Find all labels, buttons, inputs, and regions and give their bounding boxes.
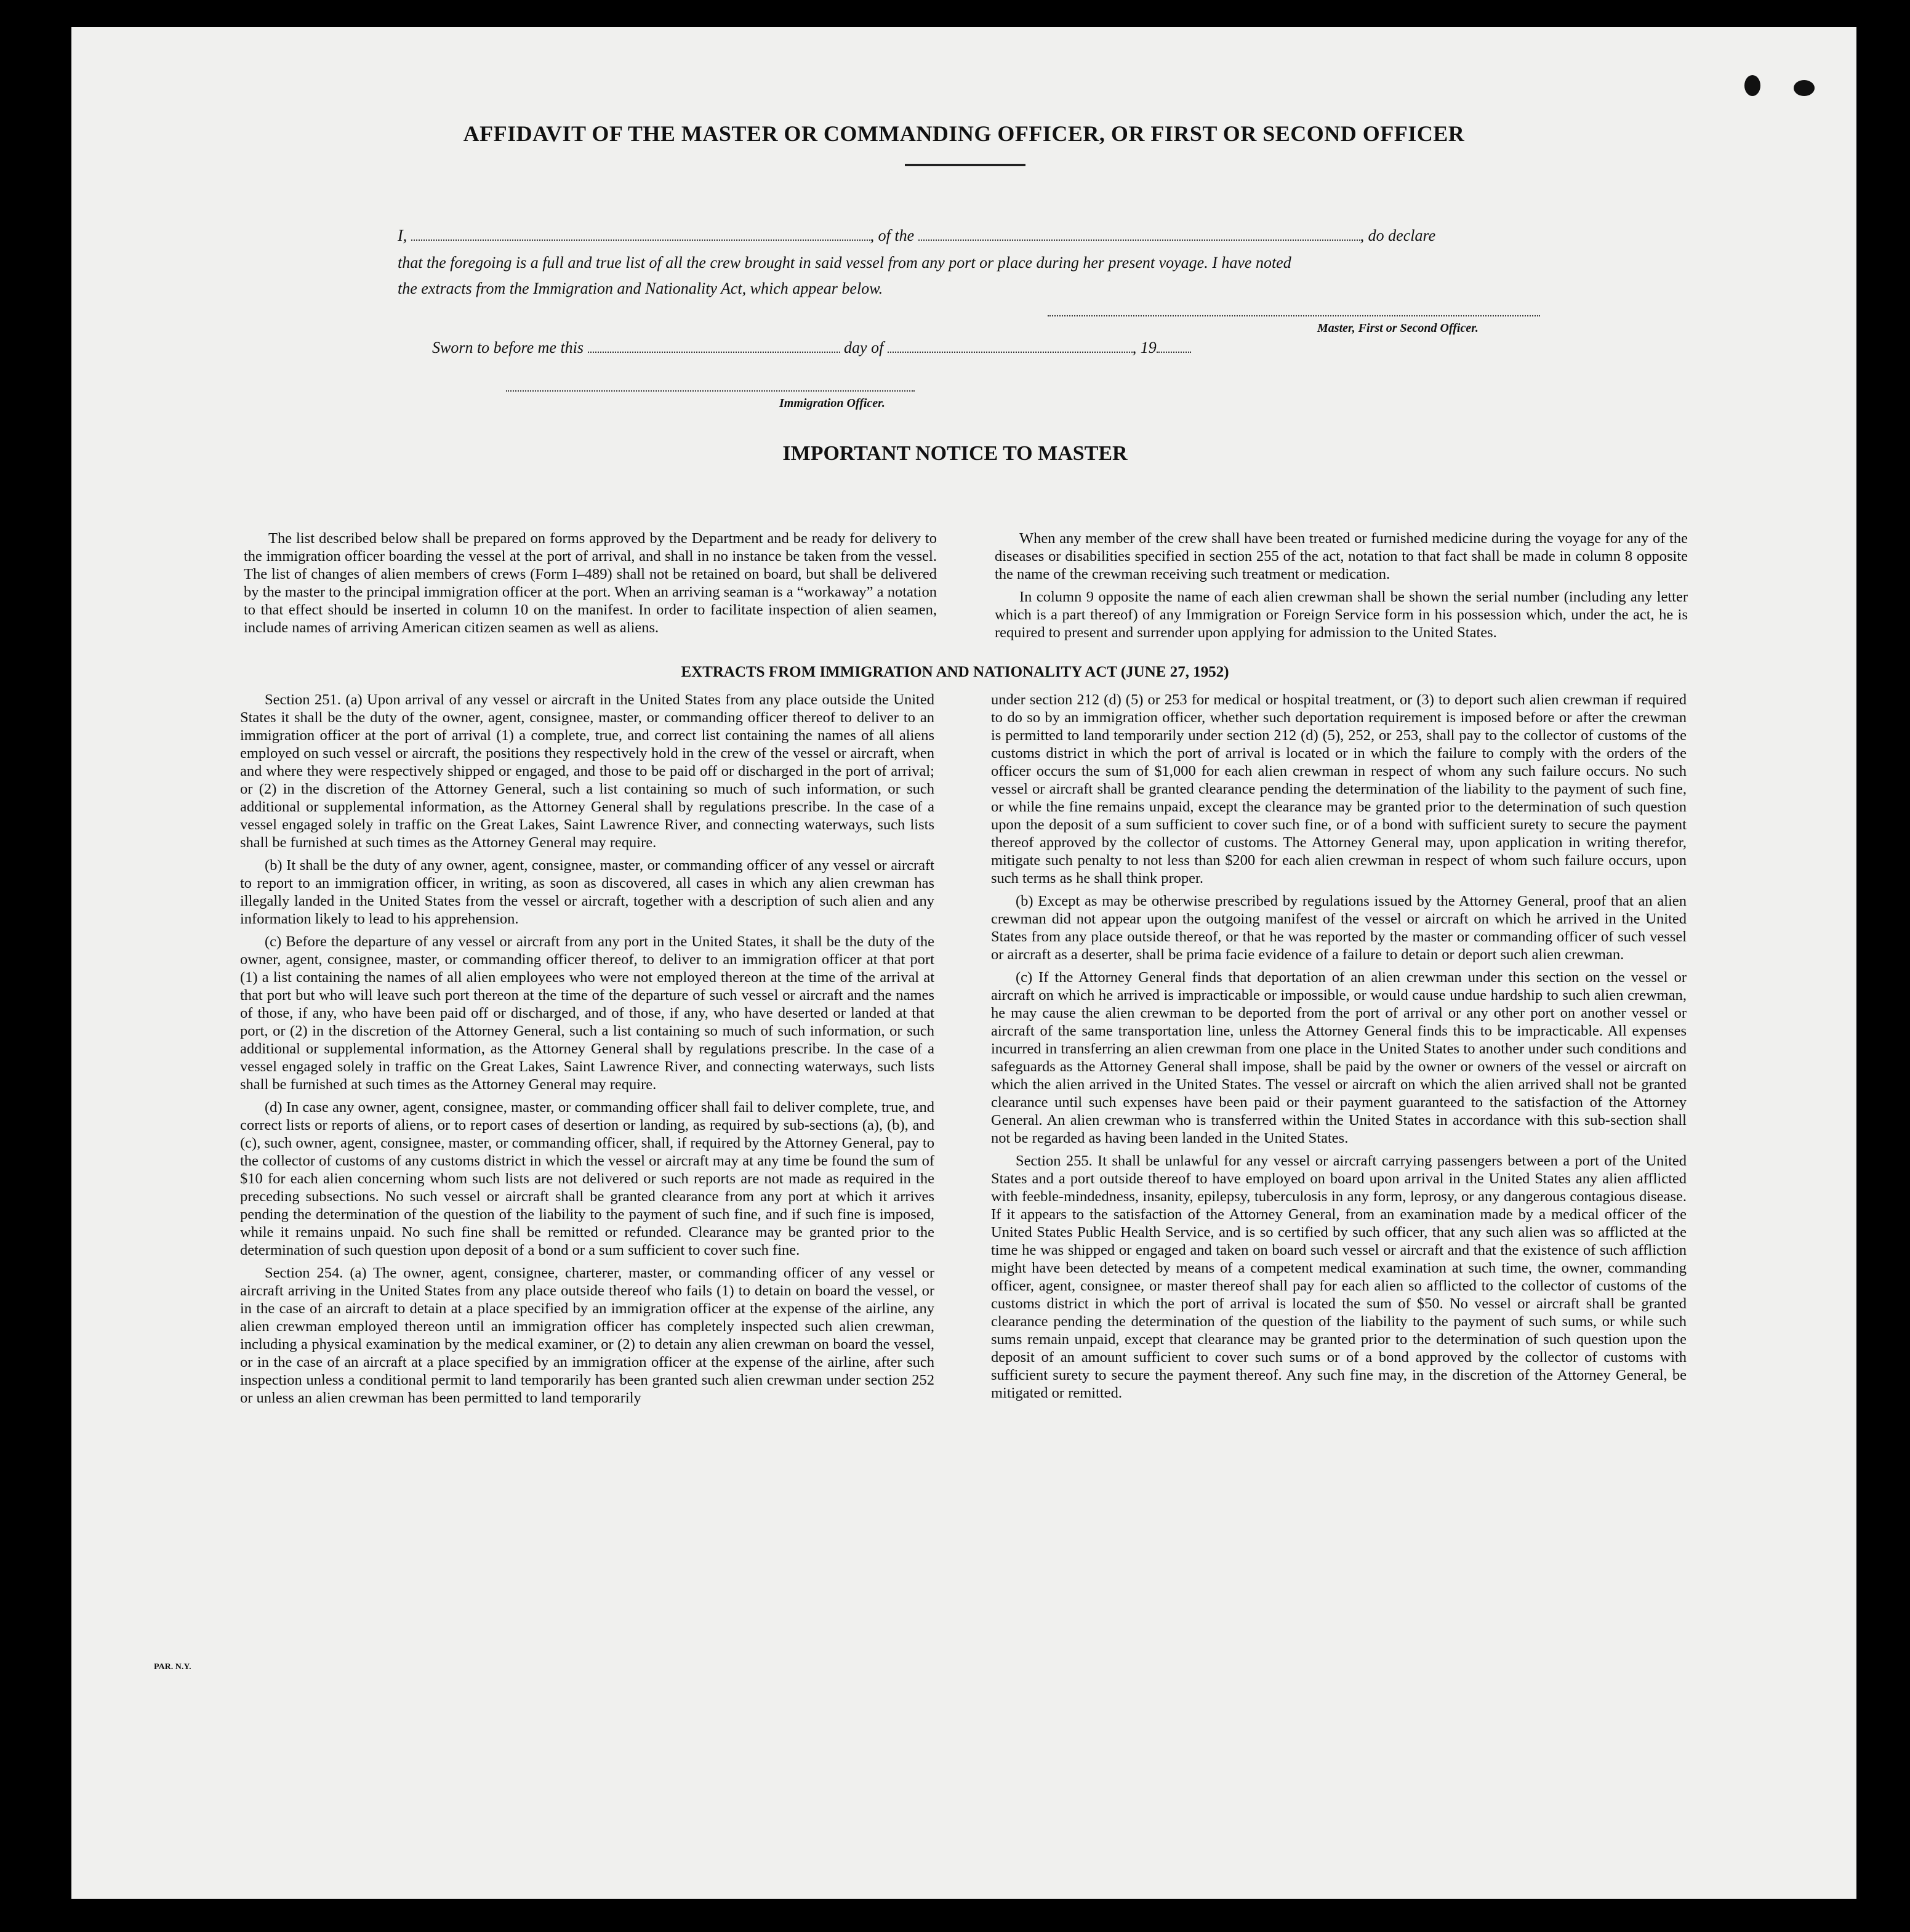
statute-paragraph: (d) In case any owner, agent, consignee, master, or commanding officer shall fail to deliver complete, true, and correct lists or reports of aliens, or to report cases of desertion or landing, as required by sub-sections (a), (b), and (c), such owner, agent, consignee, master, or commanding officer, shall, if required by the Attorney General, pay to the collector of customs of any customs district in which the vessel or aircraft may at any time be found the sum of $10 for each alien concerning whom such lists are not delivered or such reports are not made as required in the preceding subsections. No such vessel or aircraft shall be granted clearance from any port at which it arrives pending the determination of the question of the liability to the payment of such fine, and if such fine is imposed, while it remains unpaid. No such fine shall be remitted or refunded. Clearance may be granted prior to the determination of such question upon deposit of a bond or a sum sufficient to cover such fine. <box>240 1099 934 1258</box>
sworn-day-field[interactable] <box>588 339 840 353</box>
master-signature-field[interactable] <box>1048 315 1540 316</box>
notice-right-column <box>995 529 1688 646</box>
officer-signature-field[interactable] <box>506 390 915 392</box>
vessel-field[interactable] <box>918 227 1360 241</box>
notice-paragraph: In column 9 opposite the name of each alien crewman shall be shown the serial number (including any letter which is a part thereof) of any Immigration or Foreign Service form in his possession which, under the act, he is required to present and surrender upon applying for admission to the United States. <box>995 589 1688 641</box>
notice-paragraph: When any member of the crew shall have been treated or furnished medicine during the voyage for any of the diseases or disabilities specified in section 255 of the act, notation to that fact shall be made in column 8 opposite the name of the crewman receiving such treatment or medication. <box>995 530 1688 582</box>
printer-mark: PAR. N.Y. <box>154 1662 191 1672</box>
declaration-text: the extracts from the Immigration and Nationality Act, which appear below. <box>398 280 883 297</box>
extracts-heading: EXTRACTS FROM IMMIGRATION AND NATIONALITY ACT (JUNE 27, 1952) <box>681 664 1229 680</box>
notice-left-column <box>244 529 937 642</box>
statute-paragraph: (c) Before the departure of any vessel or aircraft from any port in the United States, it shall be the duty of the owner, agent, consignee, master, or commanding officer thereof, to deliver to an immigration officer at that port (1) a list containing the names of all alien employees who were not employed thereon at the time of the arrival at that port but who will leave such port thereon at the time of the departure of such vessel or aircraft and the names of those, if any, who have been paid off or discharged, and of those, if any, who have deserted or landed at that port, or (2) in the discretion of the Attorney General, such a list containing so much of such information, or such additional or supplemental information, as the Attorney General shall by regulations prescribe. In the case of a vessel engaged solely in traffic on the Great Lakes, Saint Lawrence River, and connecting waterways, such lists shall be furnished at such times as the Attorney General may require. <box>240 933 934 1093</box>
extracts-left-column <box>240 691 934 1412</box>
name-field[interactable] <box>411 227 870 241</box>
statute-paragraph: Section 255. It shall be unlawful for any vessel or aircraft carrying passengers between a port of the United States and a port outside thereof to have employed on board upon arrival in the United States any alien afflicted with feeble-mindedness, insanity, epilepsy, tuberculosis in any form, leprosy, or any dangerous contagious disease. If it appears to the satisfaction of the Attorney General, from an examination made by a medical officer of the United States Public Health Service, and is so certified by such officer, that any such alien was so afflicted at the time he was shipped or engaged and taken on board such vessel or aircraft and that the existence of such affliction might have been detected by means of a competent medical examination at such time, the owner, commanding officer, agent, consignee, or master thereof shall pay for each alien so afflicted to the collector of customs of the customs district in which the port of arrival is located the sum of $50. No vessel or aircraft shall be granted clearance pending the determination of the question of the liability to the payment of such sums, or while such sums remain unpaid, except that clearance may be granted prior to the determination of such question upon the deposit of an amount sufficient to cover such sums or of a bond approved by the collector of customs with sufficient surety to secure the payment thereof. Any such fine may, in the discretion of the Attorney General, be mitigated or remitted. <box>991 1153 1687 1401</box>
sworn-year-field[interactable] <box>1157 339 1191 353</box>
statute-paragraph: Section 254. (a) The owner, agent, consignee, charterer, master, or commanding officer of any vessel or aircraft arriving in the United States from any place outside thereof who fails (1) to detain on board the vessel, or in the case of an aircraft to detain at a place specified by an immigration officer at the expense of the airline, any alien crewman employed thereon until an immigration officer has completely inspected such alien crewman, including a physical examination by the medical examiner, or (2) to detain any alien crewman on board the vessel, or in the case of an aircraft at a place specified by an immigration officer at the expense of the airline, after such inspection unless a conditional permit to land temporarily has been granted such alien crewman under section 252 or unless an alien crewman has been permitted to land temporarily <box>240 1265 934 1406</box>
statute-paragraph: (b) Except as may be otherwise prescribed by regulations issued by the Attorney General, proof that an alien crewman did not appear upon the outgoing manifest of the vessel or aircraft on which he arrived in the United States from any place outside thereof, or that he was reported by the master or commanding officer of such vessel or aircraft as a deserter, shall be prima facie evidence of a failure to detain or deport such alien crewman. <box>991 893 1687 963</box>
extracts-right-column <box>991 691 1687 1407</box>
master-signature-label: Master, First or Second Officer. <box>1317 321 1479 335</box>
notice-heading: IMPORTANT NOTICE TO MASTER <box>782 442 1128 465</box>
ink-blot <box>1794 80 1815 96</box>
statute-paragraph: (b) It shall be the duty of any owner, agent, consignee, master, or commanding officer of any vessel or aircraft to report to an immigration officer, in writing, as soon as discovered, all cases in which any alien crewman has illegally landed in the United States from the vessel or aircraft, together with a description of such alien and any information likely to lead to his apprehension. <box>240 857 934 927</box>
declaration-text: that the foregoing is a full and true list of all the crew brought in said vessel from any port or place during her present voyage. I have noted <box>398 254 1291 272</box>
title-divider <box>905 164 1025 166</box>
statute-paragraph: (c) If the Attorney General finds that deportation of an alien crewman under this section on the vessel or aircraft on which he arrived is impracticable or impossible, or would cause undue hardship to such alien crewman, he may cause the alien crewman to be deported from the port of arrival or any other port on another vessel or aircraft of the same transportation line, unless the Attorney General finds this to be impracticable. All expenses incurred in transferring an alien crewman from one place in the United States to another under such conditions and safeguards as the Attorney General shall impose, shall be paid by the owner or owners of the vessel or aircraft on which the alien arrived in the United States. The vessel or aircraft on which the alien arrived shall not be granted clearance until such expenses have been paid or their payment guaranteed to the satisfaction of the Attorney General. An alien crewman who is transferred within the United States in accordance with this sub-section shall not be regarded as having been landed in the United States. <box>991 969 1687 1146</box>
affidavit-title: AFFIDAVIT OF THE MASTER OR COMMANDING OFFICER, OR FIRST OR SECOND OFFICER <box>463 121 1465 146</box>
statute-paragraph: Section 251. (a) Upon arrival of any vessel or aircraft in the United States from any place outside the United States it shall be the duty of the owner, agent, consignee, master, or commanding officer thereof to deliver to an immigration officer at the port of arrival (1) a complete, true, and correct list containing the names of all aliens employed on such vessel or aircraft, the positions they respectively hold in the crew of the vessel or aircraft, when and where they were respectively shipped or engaged, and those to be paid off or discharged in the port of arrival; or (2) in the discretion of the Attorney General, such a list containing so much of such information, or such additional or supplemental information, as the Attorney General shall by regulations prescribe. In the case of a vessel engaged solely in traffic on the Great Lakes, Saint Lawrence River, and connecting waterways, such lists shall be furnished at such times as the Attorney General may require. <box>240 691 934 851</box>
sworn-month-field[interactable] <box>888 339 1133 353</box>
sworn-line: Sworn to before me this day of , 19 <box>432 339 1191 357</box>
declaration-line: I, , of the , do declare <box>398 227 1436 244</box>
officer-signature-label: Immigration Officer. <box>779 396 885 410</box>
ink-blot <box>1744 75 1760 96</box>
notice-paragraph: The list described below shall be prepared on forms approved by the Department and be ready for delivery to the immigration officer boarding the vessel at the port of arrival, and shall in no instance be taken from the vessel. The list of changes of alien members of crews (Form I–489) shall not be retained on board, but shall be delivered by the master to the principal immigration officer at the port. When an arriving seaman is a “workaway” a notation to that effect should be inserted in column 10 on the manifest. In order to facilitate inspection of alien seamen, include names of arriving American citizen seamen as well as aliens. <box>244 530 937 636</box>
statute-paragraph: under section 212 (d) (5) or 253 for medical or hospital treatment, or (3) to deport such alien crewman if required to do so by an immigration officer, whether such deportation requirement is imposed before or after the crewman is permitted to land temporarily under section 212 (d) (5), 252, or 253, shall pay to the collector of customs of the customs district in which the port of arrival is located or in which the failure to comply with the orders of the officer occurs the sum of $1,000 for each alien crewman in respect of whom any such failure occurs. No such vessel or aircraft shall be granted clearance pending the determination of the liability to the payment of such fine, or while the fine remains unpaid, except the clearance may be granted prior to the determination of such question upon the deposit of a sum sufficient to cover such fine, or of a bond with sufficient surety to secure the payment thereof approved by the collector of customs. The Attorney General may, upon application in writing therefor, mitigate such penalty to not less than $200 for each alien crewman in respect of whom such failure occurs, upon such terms as he shall think proper. <box>991 691 1687 887</box>
